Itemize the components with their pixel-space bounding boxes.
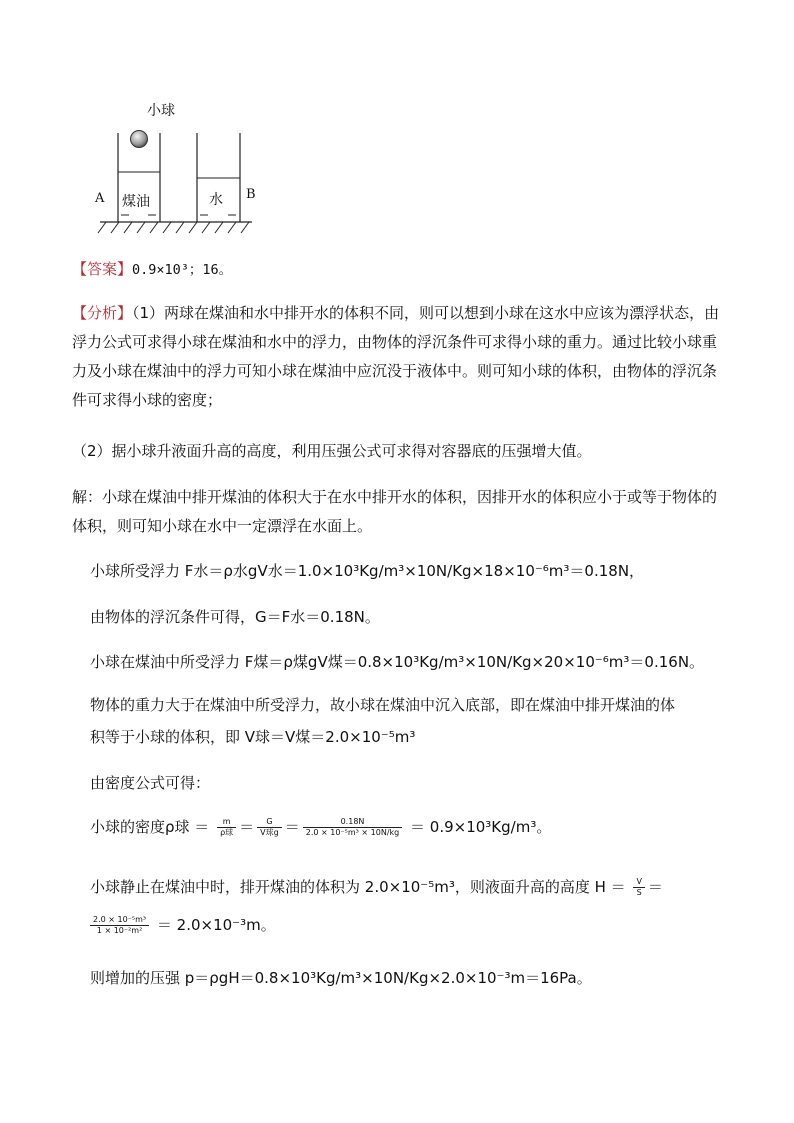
height-text: 小球静止在煤油中时，排开煤油的体积为 2.0×10⁻⁵m³，则液面升高的高度 H ＝ — [90, 878, 626, 896]
ball-label: 小球 — [147, 103, 175, 119]
density-result: ＝ 0.9×10³Kg/m³。 — [410, 818, 552, 836]
analysis-paragraph-2: （2）据小球升液面升高的高度，利用压强公式可求得对容器底的压强增大值。 — [72, 442, 592, 460]
solution-line-density-formula: 由密度公式可得： — [90, 774, 211, 792]
solution-line-sink-b: 积等于小球的体积，即 V球＝V煤＝2.0×10⁻⁵m³ — [90, 728, 416, 746]
solution-line-sink-a: 物体的重力大于在煤油中所受浮力，故小球在煤油中沉入底部，即在煤油中排开煤油的体 — [90, 696, 676, 714]
fraction-density-values: $\frac{0.18N}{\text{2.0 × 10⁻⁵m³ × 10N/kg}}$ — [303, 817, 402, 838]
fraction-m-over-rho: $\frac{m}{\text{ρ球}}$ — [217, 817, 236, 838]
answer-tag: 【答案】 — [72, 260, 133, 278]
answer-text: 0.9×10³；16。 — [132, 262, 233, 278]
height-result-line — [90, 910, 276, 940]
label-a: A — [95, 191, 105, 206]
containers-diagram — [90, 95, 260, 240]
density-prefix: 小球的密度ρ球 ＝ — [90, 818, 210, 836]
height-line: 小球静止在煤油中时，排开煤油的体积为 2.0×10⁻⁵m³，则液面升高的高度 H ＝ $\frac{V}{S}$ ＝ — [90, 877, 663, 897]
ball-icon — [131, 131, 148, 148]
analysis-paragraph-1 — [72, 299, 726, 415]
solution-line-buoyancy-kerosene: 小球在煤油中所受浮力 F煤＝ρ煤gV煤＝0.8×10³Kg/m³×10N/Kg×20×10⁻⁶m³＝0.16N。 — [90, 653, 705, 671]
water-label: 水 — [209, 192, 223, 208]
density-equation: 小球的密度ρ球 ＝ $\frac{m}{\text{ρ球}}$ ＝ $\frac{G}{\text{V球g}}$ ＝ $\frac{0.18N}{\text{2.0 × 10⁻⁵m³ × 10N/kg}}$ ＝ 0.9×10³Kg/m³。 — [90, 817, 552, 837]
kerosene-label: 煤油 — [122, 194, 150, 210]
containers-figure — [90, 95, 260, 240]
fraction-g-over-vg: $\frac{G}{\text{V球g}}$ — [257, 817, 282, 838]
solution-line-gravity: 由物体的浮沉条件可得，G＝F水＝0.18N。 — [90, 608, 380, 626]
fraction-v-over-s: $\frac{V}{S}$ — [633, 877, 644, 898]
fraction-height-values: $\frac{\text{2.0 × 10⁻⁵m³}}{\text{1 × 10⁻²m²}}$ — [90, 915, 149, 936]
solution-line-buoyancy-water: 小球所受浮力 F水＝ρ水gV水＝1.0×10³Kg/m³×10N/Kg×18×10⁻⁶m³＝0.18N， — [90, 562, 645, 580]
solution-intro: 解：小球在煤油中排开煤油的体积大于在水中排开水的体积，因排开水的体积应小于或等于物体的体积，则可知小球在水中一定漂浮在水面上。 — [72, 488, 718, 535]
analysis-text-1: （1）两球在煤油和水中排开水的体积不同，则可以想到小球在这水中应该为漂浮状态，由浮力公式可求得小球在煤油和水中的浮力，由物体的浮沉条件可求得小球的重力。通过比较小球重力及小球在煤油中的浮力可知小球在煤油中应沉没于液体中。则可知小球的体积，由物体的浮沉条件可求得小球的密度； — [72, 304, 720, 409]
pressure-line: 则增加的压强 p＝ρgH＝0.8×10³Kg/m³×10N/Kg×2.0×10⁻³m＝16Pa。 — [90, 969, 592, 987]
label-b: B — [246, 187, 256, 202]
analysis-tag: 【分析】 — [72, 304, 133, 322]
answer-line — [72, 258, 232, 281]
height-result: ＝ 2.0×10⁻³m。 — [156, 916, 276, 934]
